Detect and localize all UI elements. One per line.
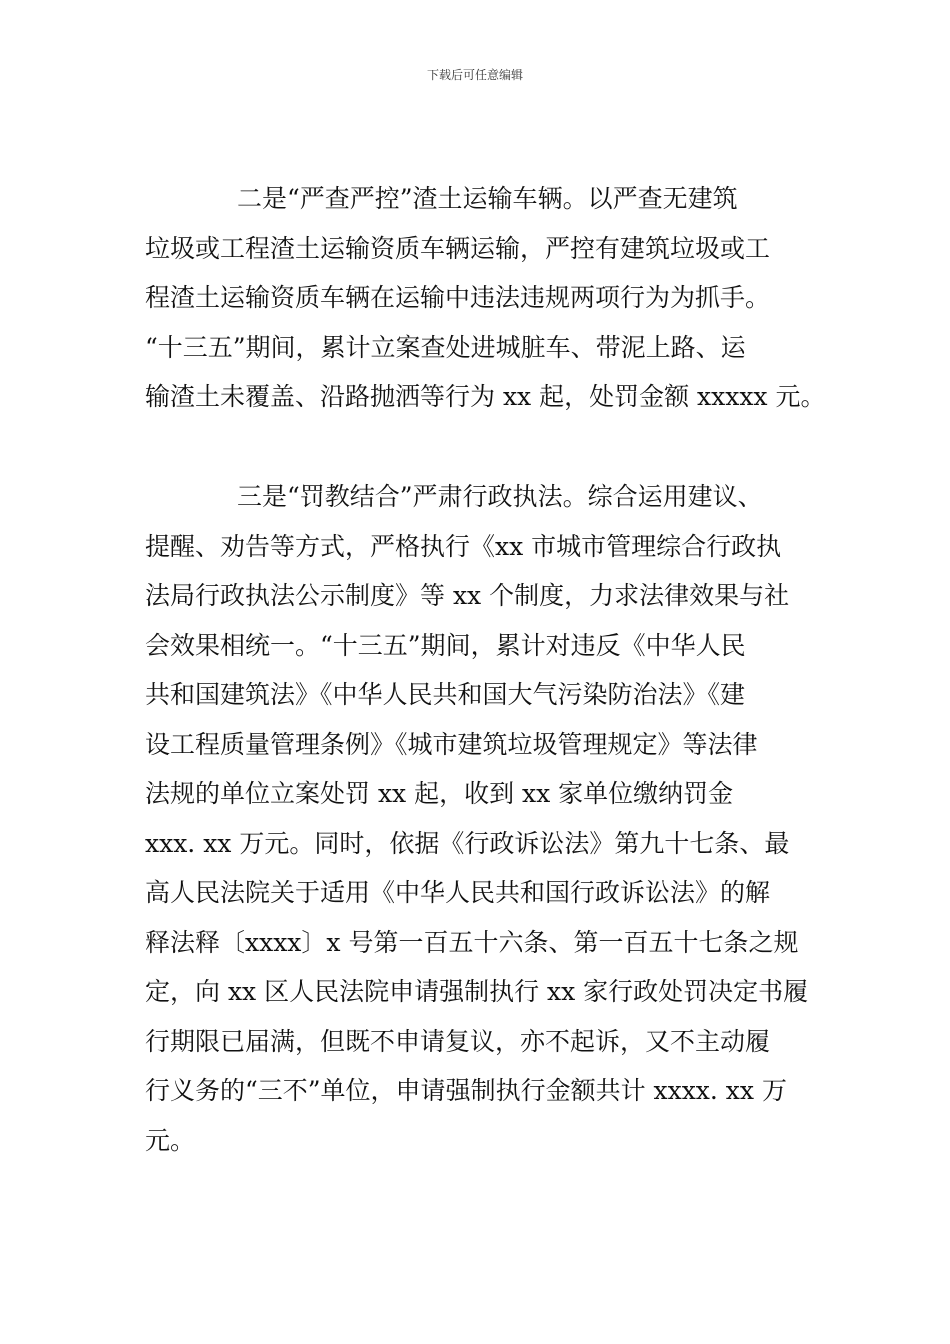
paragraph-strict-inspection bbox=[145, 174, 826, 422]
text-line: 释法释〔xxxx〕x 号第一百五十六条、第一百五十七条之规 bbox=[145, 927, 799, 957]
text-line: 共和国建筑法》《中华人民共和国大气污染防治法》《建 bbox=[145, 680, 746, 709]
text-line: 法规的单位立案处罚 xx 起，收到 xx 家单位缴纳罚金 bbox=[145, 779, 734, 808]
text-line: 二是“严查严控”渣土运输车辆。以严查无建筑 bbox=[237, 184, 738, 213]
text-line: “十三五”期间，累计立案查处进城脏车、带泥上路、运 bbox=[145, 332, 746, 362]
text-line: 定，向 xx 区人民法院申请强制执行 xx 家行政处罚决定书履 bbox=[145, 977, 809, 1006]
page-header: 下载后可任意编辑 bbox=[426, 68, 523, 82]
text-line: 三是“罚教结合”严肃行政执法。综合运用建议、 bbox=[237, 482, 763, 511]
text-line: 高人民法院关于适用《中华人民共和国行政诉讼法》的解 bbox=[145, 878, 771, 907]
text-line: 法局行政执法公示制度》等 xx 个制度，力求法律效果与社 bbox=[145, 581, 790, 610]
text-line: 会效果相统一。“十三五”期间，累计对违反《中华人民 bbox=[145, 630, 746, 660]
text-line: 输渣土未覆盖、沿路抛洒等行为 xx 起，处罚金额 xxxxx 元。 bbox=[145, 382, 826, 411]
text-line: 程渣土运输资质车辆在运输中违法违规两项行为为抓手。 bbox=[145, 283, 771, 312]
text-line: 行期限已届满，但既不申请复议，亦不起诉，又不主动履 bbox=[145, 1026, 771, 1056]
text-line: 元。 bbox=[145, 1125, 196, 1155]
text-line: 垃圾或工程渣土运输资质车辆运输，严控有建筑垃圾或工 bbox=[145, 233, 771, 263]
paragraph-penalty-education bbox=[145, 472, 809, 1165]
text-line: xxx. xx 万元。同时，依据《行政诉讼法》第九十七条、最 bbox=[145, 828, 790, 858]
text-line: 提醒、劝告等方式，严格执行《xx 市城市管理综合行政执 bbox=[145, 531, 782, 561]
text-line: 行义务的“三不”单位，申请强制执行金额共计 xxxx. xx 万 bbox=[145, 1076, 787, 1105]
text-line: 设工程质量管理条例》《城市建筑垃圾管理规定》等法律 bbox=[145, 729, 758, 759]
